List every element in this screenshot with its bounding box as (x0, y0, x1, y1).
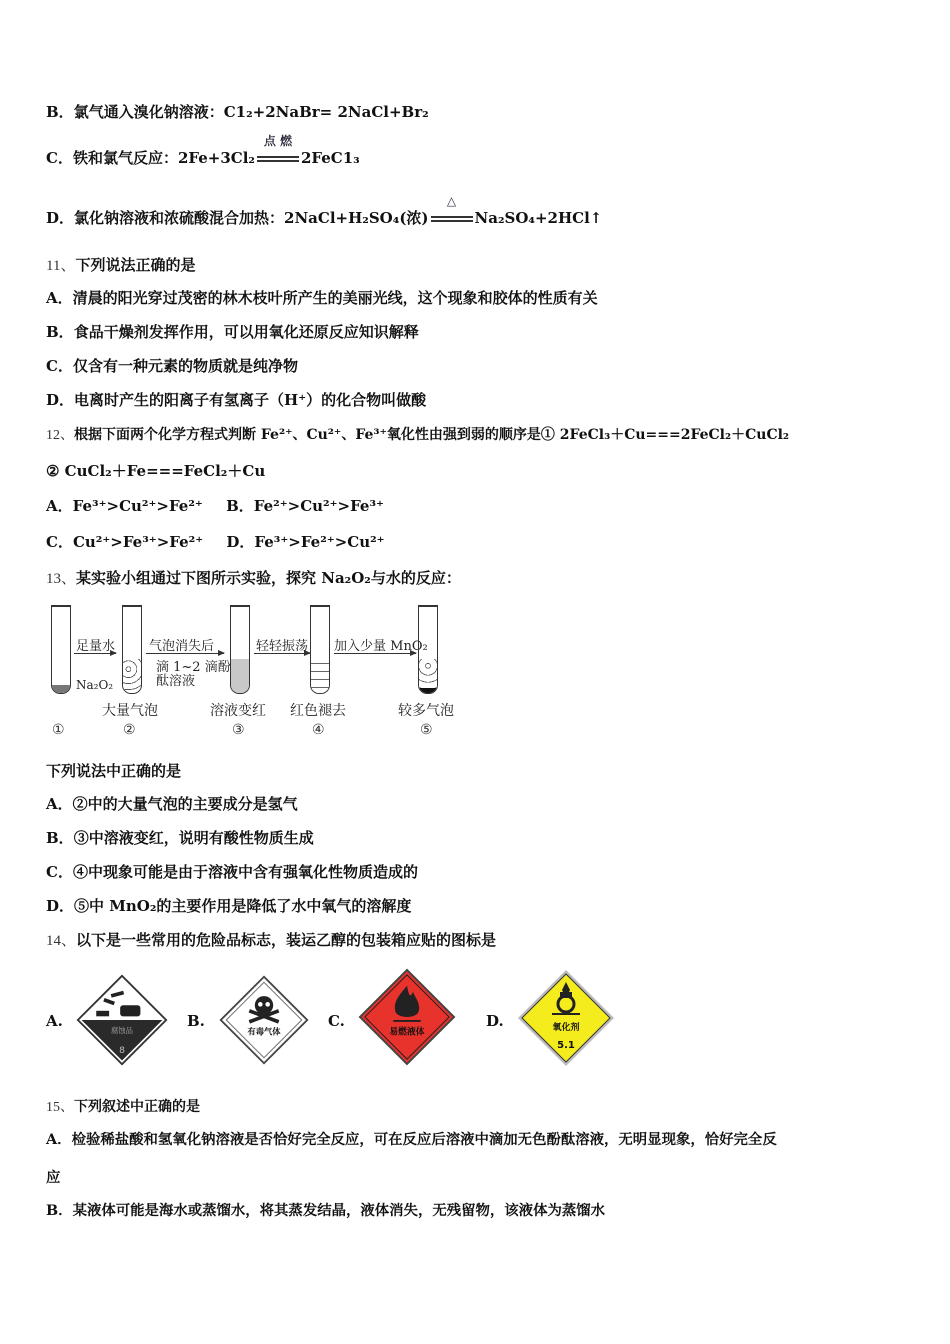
mno2-solid (419, 688, 437, 693)
option-label: B． (46, 829, 74, 847)
q12-stem (46, 425, 789, 446)
svg-text:易燃液体: 易燃液体 (389, 1027, 425, 1038)
option-label: D． (46, 897, 75, 915)
option-text: 某液体可能是海水或蒸馏水，将其蒸发结晶，液体消失，无残留物，该液体为蒸馏水 (72, 1202, 606, 1219)
option-label-a: A. (46, 1012, 63, 1030)
q11-option-b (46, 322, 419, 342)
q14-stem (46, 930, 496, 951)
q15-option-a (46, 1130, 777, 1150)
option-text: Fe³⁺>Fe²⁺>Cu²⁺ (254, 533, 385, 551)
q13-option-d (46, 896, 411, 916)
question-number: 14、 (46, 933, 77, 949)
step-number-1: ① (52, 722, 65, 738)
equation-lhs: 2Fe+3Cl₂ (177, 149, 255, 167)
question-number: 11、 (46, 258, 76, 274)
step-number-4: ④ (312, 722, 325, 738)
oxidizer-sign-icon (516, 968, 616, 1068)
arrow-2-label: 气泡消失后 (149, 639, 215, 654)
equation-rhs: Na₂SO₄+2HCl↑ (474, 209, 603, 227)
caption-3: 溶液变红 (210, 703, 266, 719)
toxic-gas-sign-icon (218, 974, 310, 1066)
arrow-1-label: 足量水 (76, 639, 116, 654)
option-text: ④中现象可能是由于溶液中含有强氧化性物质造成的 (72, 863, 418, 881)
equation: C1₂+2NaBr= 2NaCl+Br₂ (223, 103, 429, 121)
test-tube-2 (122, 605, 142, 694)
reaction-condition-sign (431, 194, 473, 229)
caption-4: 红色褪去 (290, 703, 346, 719)
question-number: 13、 (46, 571, 77, 587)
option-label: B． (46, 1202, 73, 1219)
option-text: 食品干燥剂发挥作用，可以用氧化还原反应知识解释 (73, 323, 419, 341)
option-text: 氯气通入溴化钠溶液： (73, 103, 224, 121)
step-number-2: ② (123, 722, 136, 738)
test-tube-4 (310, 605, 330, 694)
arrow-4-label: 加入少量 MnO₂ (334, 639, 428, 654)
heat-icon: △ (446, 194, 457, 208)
option-text: 氯化钠溶液和浓硫酸混合加热： (74, 209, 285, 227)
option-label-b: B. (187, 1012, 205, 1030)
q10-option-c (46, 134, 360, 169)
condition-ignite: 点 燃 (263, 134, 293, 148)
q15-option-b (46, 1201, 605, 1221)
hazard-signs (46, 968, 646, 1068)
question-number: 15、 (46, 1100, 74, 1115)
test-tube-3 (230, 605, 250, 694)
option-label-c: C. (328, 1012, 345, 1030)
q11-option-d (46, 390, 426, 410)
svg-text:腐蚀品: 腐蚀品 (110, 1025, 134, 1035)
caption-5: 较多气泡 (398, 703, 454, 719)
arrow-2-sublabel: 滴 1~2 滴酚 (156, 660, 231, 675)
q15-stem (46, 1097, 200, 1118)
option-label: C． (46, 357, 73, 375)
reagent-label: Na₂O₂ (76, 678, 114, 692)
bubbles (123, 659, 141, 693)
svg-text:8: 8 (119, 1045, 125, 1057)
q15-option-a-continued: 应 (46, 1169, 61, 1186)
q13-stem (46, 568, 461, 589)
q11-stem (46, 255, 195, 276)
equation-lhs: 2NaCl+H₂SO₄(浓) (284, 209, 429, 227)
na2o2-solid (52, 685, 70, 693)
option-label: D． (46, 209, 75, 227)
option-label: B． (46, 103, 74, 121)
option-text: 铁和氯气反应： (72, 149, 178, 167)
reaction-condition-sign (257, 134, 299, 169)
caption-2: 大量气泡 (102, 703, 158, 719)
option-label: C． (46, 149, 73, 167)
option-label: C． (46, 533, 73, 551)
option-label: A． (46, 289, 73, 307)
option-text: 电离时产生的阳离子有氢离子（H⁺）的化合物叫做酸 (74, 391, 427, 409)
option-label: A． (46, 795, 73, 813)
step-number-3: ③ (232, 722, 245, 738)
option-label: B． (226, 497, 254, 515)
q11-option-c (46, 356, 298, 376)
arrow-3-label: 轻轻振荡 (256, 639, 309, 654)
arrow-2-sublabel-2: 酞溶液 (156, 674, 196, 689)
test-tube-5 (418, 605, 438, 694)
experiment-diagram (46, 600, 476, 745)
option-label: B． (46, 323, 74, 341)
q12-options-row-2 (46, 532, 385, 552)
option-label: A． (46, 497, 73, 515)
flammable-liquid-sign-icon (358, 968, 456, 1066)
q10-option-d (46, 194, 603, 229)
option-label: A． (46, 1131, 72, 1148)
option-text: Cu²⁺>Fe³⁺>Fe²⁺ (72, 533, 204, 551)
q13-option-b (46, 828, 314, 848)
red-solution (231, 659, 249, 693)
q11-option-a (46, 288, 598, 308)
q13-option-a (46, 794, 298, 814)
q13-sub-stem: 下列说法中正确的是 (46, 762, 182, 780)
test-tube-1 (51, 605, 71, 694)
option-label: C． (46, 863, 73, 881)
equation-rhs: 2FeC1₃ (301, 149, 360, 167)
option-text: ②中的大量气泡的主要成分是氢气 (72, 795, 298, 813)
option-text: 清晨的阳光穿过茂密的林木枝叶所产生的美丽光线，这个现象和胶体的性质有关 (72, 289, 598, 307)
option-label: D． (226, 533, 255, 551)
q12-stem-continued: ② CuCl₂＋Fe===FeCl₂＋Cu (46, 462, 266, 480)
question-number: 12、 (46, 428, 74, 443)
decolorized-solution (311, 659, 329, 693)
q12-options-row-1 (46, 496, 384, 516)
q10-option-b (46, 102, 429, 122)
question-text: 以下是一些常用的危险品标志，装运乙醇的包装箱应贴的图标是 (76, 931, 497, 949)
option-text: ⑤中 MnO₂的主要作用是降低了水中氧气的溶解度 (74, 897, 412, 915)
svg-text:5.1: 5.1 (557, 1040, 575, 1051)
option-label: D． (46, 391, 75, 409)
option-text: 仅含有一种元素的物质就是纯净物 (72, 357, 298, 375)
question-text: 根据下面两个化学方程式判断 Fe²⁺、Cu²⁺、Fe³⁺氧化性由强到弱的顺序是① 2FeCl₃＋Cu===2FeCl₂＋CuCl₂ (74, 427, 790, 443)
svg-text:氧化剂: 氧化剂 (552, 1023, 580, 1033)
corrosive-sign-icon (76, 974, 168, 1066)
question-text: 下列叙述中正确的是 (74, 1099, 200, 1115)
svg-text:有毒气体: 有毒气体 (247, 1026, 281, 1037)
option-text: Fe³⁺>Cu²⁺>Fe²⁺ (72, 497, 203, 515)
step-number-5: ⑤ (420, 722, 433, 738)
option-text: 检验稀盐酸和氢氧化钠溶液是否恰好完全反应，可在反应后溶液中滴加无色酚酞溶液，无明显现象，恰好完全反 (71, 1131, 777, 1148)
option-text: Fe²⁺>Cu²⁺>Fe³⁺ (253, 497, 384, 515)
option-label-d: D. (486, 1012, 504, 1030)
question-text: 下列说法正确的是 (75, 256, 196, 274)
question-text: 某实验小组通过下图所示实验，探究 Na₂O₂与水的反应： (76, 569, 461, 587)
q13-option-c (46, 862, 418, 882)
option-text: ③中溶液变红，说明有酸性物质生成 (73, 829, 314, 847)
